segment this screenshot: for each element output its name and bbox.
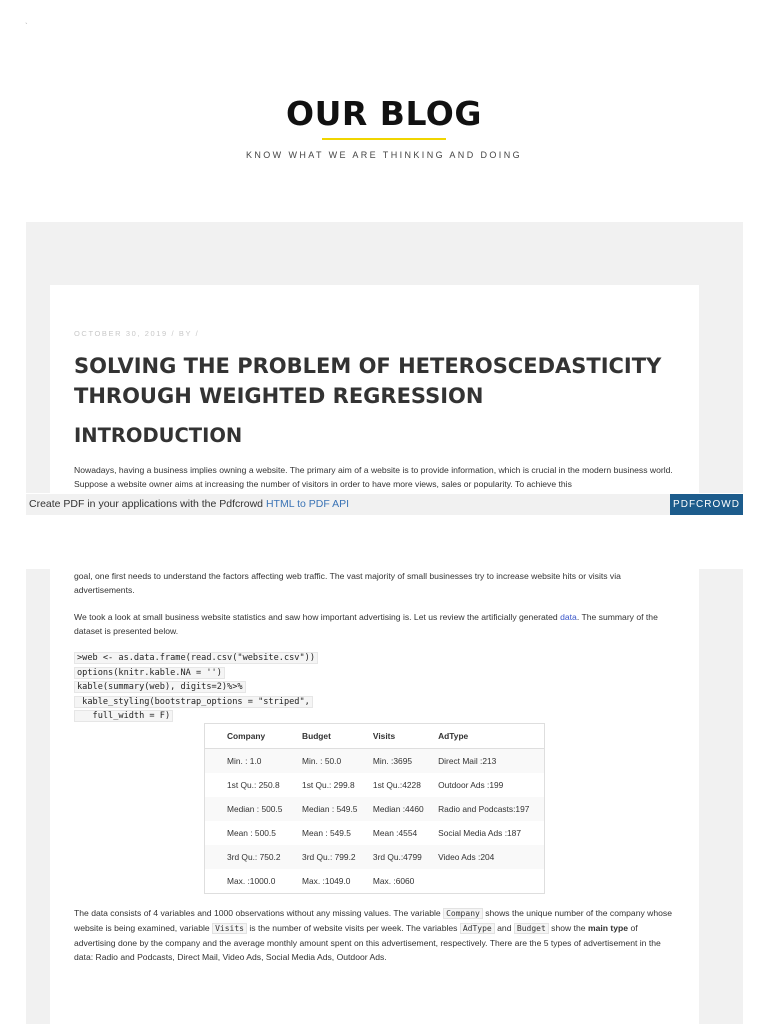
section-heading-introduction: INTRODUCTION: [74, 424, 243, 447]
table-row: [205, 821, 545, 845]
bold-main-type: main type: [587, 923, 629, 933]
para-3-text-b: . The summary of the dataset is presented below.: [74, 612, 658, 636]
table-cell: Mean : 549.5: [294, 821, 367, 845]
column-header: Budget: [294, 724, 367, 749]
table-cell: Social Media Ads :187: [432, 821, 544, 845]
table-cell: Median :4460: [367, 797, 432, 821]
pdfcrowd-badge[interactable]: PDFCROWD: [670, 494, 743, 515]
inline-code-budget: Budget: [514, 923, 549, 934]
summary-table: [204, 723, 545, 894]
post-title[interactable]: SOLVING THE PROBLEM OF HETEROSCEDASTICITY THROUGH WEIGHTED REGRESSION: [74, 354, 662, 408]
table-cell: Min. : 1.0: [205, 749, 295, 774]
table-header-row: [205, 724, 545, 749]
data-link[interactable]: data: [560, 612, 577, 622]
code-text: full_width = F): [74, 710, 173, 722]
pdf-banner-label: Create PDF in your applications with the Pdfcrowd: [29, 498, 266, 510]
table-cell: 3rd Qu.:4799: [367, 845, 432, 869]
table-cell: 3rd Qu.: 750.2: [205, 845, 295, 869]
table-cell: Direct Mail :213: [432, 749, 544, 774]
table-cell: Mean :4554: [367, 821, 432, 845]
text-run: is the number of website visits per week. The variables: [246, 923, 460, 933]
code-text: kable(summary(web), digits=2)%>%: [74, 681, 246, 693]
table-row: [205, 845, 545, 869]
column-header: Visits: [367, 724, 432, 749]
title-underline: [322, 138, 446, 140]
text-run: shows the unique number of the company whose website is being examined, variable: [74, 908, 673, 933]
table-row: [205, 869, 545, 894]
code-line: [74, 651, 318, 666]
code-line: [74, 709, 318, 724]
text-run: The data consists of 4 variables and 1000 observations without any missing values. The variable: [74, 908, 444, 918]
table-cell: 1st Qu.: 250.8: [205, 773, 295, 797]
table-cell: Median : 549.5: [294, 797, 367, 821]
code-text: options(knitr.kable.NA = ''): [74, 667, 225, 679]
inline-code-visits: Visits: [212, 923, 247, 934]
table-cell: Median : 500.5: [205, 797, 295, 821]
pdf-banner-text: [29, 498, 349, 510]
text-run: of advertising done by the company and the average monthly amount spent on this advertisement, respectively. There are the 5 types of advertisement in the data: Radio and Podcasts, Direct Mail, Video Ads, Social Media Ads, Outdoor Ads.: [74, 923, 661, 962]
text-run: show the: [548, 923, 588, 933]
table-cell: Max. :1049.0: [294, 869, 367, 894]
code-line: [74, 680, 318, 695]
table-cell: Radio and Podcasts:197: [432, 797, 544, 821]
intro-paragraph-2: goal, one first needs to understand the factors affecting web traffic. The vast majority of small businesses try to increase website hits or visits via advertisements.: [74, 571, 621, 595]
intro-paragraph-3: [74, 610, 674, 638]
table-cell: 1st Qu.: 299.8: [294, 773, 367, 797]
table-cell: Max. :1000.0: [205, 869, 295, 894]
table-cell: Outdoor Ads :199: [432, 773, 544, 797]
inline-code-adtype: AdType: [460, 923, 495, 934]
table-cell: [432, 869, 544, 894]
code-text: >web <- as.data.frame(read.csv("website.csv")): [74, 652, 318, 664]
table-cell: Max. :6060: [367, 869, 432, 894]
para-3-text-a: We took a look at small business website statistics and saw how important advertising is. Let us review the artificially generated: [74, 612, 561, 622]
table-cell: Mean : 500.5: [205, 821, 295, 845]
table-cell: Min. : 50.0: [294, 749, 367, 774]
table-cell: 3rd Qu.: 799.2: [294, 845, 367, 869]
pdf-banner: [26, 494, 743, 515]
table-row: [205, 797, 545, 821]
corner-mark: `: [25, 22, 28, 31]
code-text: kable_styling(bootstrap_options = "striped",: [74, 696, 313, 708]
data-description-paragraph: [74, 906, 674, 964]
table-cell: 1st Qu.:4228: [367, 773, 432, 797]
inline-code-company: Company: [443, 908, 483, 919]
text-run: and: [494, 923, 514, 933]
pdf-api-link[interactable]: HTML to PDF API: [265, 498, 349, 510]
intro-paragraph-1: Nowadays, having a business implies owning a website. The primary aim of a website is to provide information, which is crucial in the modern business world. Suppose a website owner aims at increasing the number of visitors in order to have more views, sales or popularity. To achieve this: [74, 465, 673, 489]
column-header: Company: [205, 724, 295, 749]
column-header: AdType: [432, 724, 544, 749]
code-line: [74, 695, 318, 710]
table-cell: Min. :3695: [367, 749, 432, 774]
table-row: [205, 749, 545, 774]
post-meta: OCTOBER 30, 2019 / BY /: [74, 329, 200, 338]
code-line: [74, 666, 318, 681]
blog-tagline: KNOW WHAT WE ARE THINKING AND DOING: [245, 150, 522, 160]
blog-title: OUR BLOG: [286, 94, 482, 133]
r-code-block: [74, 651, 318, 724]
table-cell: Video Ads :204: [432, 845, 544, 869]
table-row: [205, 773, 545, 797]
